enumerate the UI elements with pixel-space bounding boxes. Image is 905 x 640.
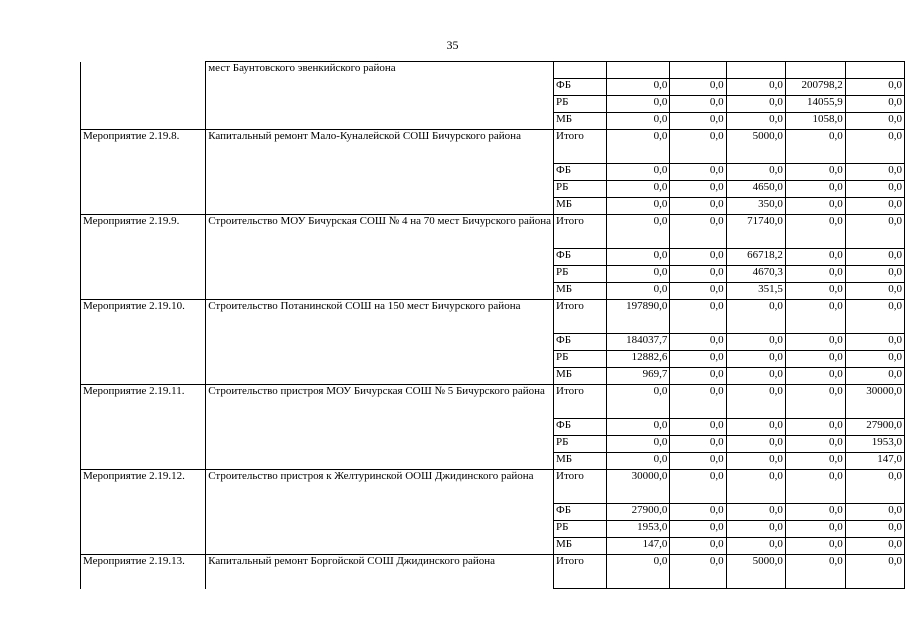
- value-cell: 30000,0: [845, 385, 904, 419]
- value-cell: 0,0: [670, 504, 726, 521]
- measure-description: мест Баунтовского эвенкийского района: [206, 62, 554, 130]
- value-cell: 0,0: [785, 283, 845, 300]
- value-cell: 147,0: [845, 453, 904, 470]
- fund-label: МБ: [554, 538, 607, 555]
- value-cell: [726, 62, 785, 79]
- value-cell: [670, 62, 726, 79]
- fund-label: МБ: [554, 283, 607, 300]
- value-cell: 0,0: [845, 215, 904, 249]
- value-cell: 147,0: [606, 538, 669, 555]
- value-cell: 0,0: [845, 538, 904, 555]
- value-cell: 0,0: [670, 555, 726, 589]
- value-cell: 0,0: [845, 504, 904, 521]
- value-cell: 0,0: [606, 181, 669, 198]
- value-cell: 0,0: [845, 249, 904, 266]
- value-cell: 0,0: [670, 79, 726, 96]
- table-body: [81, 62, 905, 589]
- value-cell: 0,0: [726, 79, 785, 96]
- fund-label: МБ: [554, 368, 607, 385]
- value-cell: 1953,0: [606, 521, 669, 538]
- value-cell: 0,0: [785, 419, 845, 436]
- measure-description: Строительство пристроя МОУ Бичурская СОШ № 5 Бичурского района: [206, 385, 554, 470]
- value-cell: 0,0: [785, 521, 845, 538]
- value-cell: 4650,0: [726, 181, 785, 198]
- value-cell: 12882,6: [606, 351, 669, 368]
- value-cell: 0,0: [845, 79, 904, 96]
- fund-label: РБ: [554, 181, 607, 198]
- value-cell: 0,0: [845, 351, 904, 368]
- value-cell: 0,0: [606, 453, 669, 470]
- fund-label: ФБ: [554, 504, 607, 521]
- value-cell: 0,0: [726, 436, 785, 453]
- value-cell: 0,0: [726, 368, 785, 385]
- value-cell: 0,0: [726, 453, 785, 470]
- value-cell: 0,0: [606, 419, 669, 436]
- value-cell: 0,0: [670, 181, 726, 198]
- value-cell: 0,0: [845, 300, 904, 334]
- value-cell: 0,0: [785, 453, 845, 470]
- value-cell: 71740,0: [726, 215, 785, 249]
- value-cell: 0,0: [606, 96, 669, 113]
- measure-description: Капитальный ремонт Боргойской СОШ Джидинского района: [206, 555, 554, 589]
- fund-label: ФБ: [554, 249, 607, 266]
- value-cell: 0,0: [670, 436, 726, 453]
- value-cell: 0,0: [845, 113, 904, 130]
- value-cell: 350,0: [726, 198, 785, 215]
- table-row: [81, 215, 905, 249]
- value-cell: 0,0: [726, 385, 785, 419]
- value-cell: 0,0: [670, 113, 726, 130]
- value-cell: 0,0: [845, 555, 904, 589]
- measure-description: Строительство МОУ Бичурская СОШ № 4 на 70 мест Бичурского района: [206, 215, 554, 300]
- fund-label: ФБ: [554, 419, 607, 436]
- value-cell: 0,0: [785, 368, 845, 385]
- table-row: [81, 555, 905, 589]
- value-cell: 0,0: [785, 164, 845, 181]
- measure-description: Строительство Потанинской СОШ на 150 мест Бичурского района: [206, 300, 554, 385]
- value-cell: 0,0: [670, 351, 726, 368]
- value-cell: 5000,0: [726, 555, 785, 589]
- table-row: [81, 300, 905, 334]
- value-cell: 0,0: [785, 504, 845, 521]
- measure-code: Мероприятие 2.19.9.: [81, 215, 206, 300]
- measure-code-cell: [81, 62, 206, 130]
- value-cell: 0,0: [726, 538, 785, 555]
- value-cell: [785, 62, 845, 79]
- value-cell: 0,0: [785, 538, 845, 555]
- value-cell: 0,0: [726, 351, 785, 368]
- fund-label: Итого: [554, 130, 607, 164]
- fund-label: МБ: [554, 113, 607, 130]
- value-cell: 5000,0: [726, 130, 785, 164]
- value-cell: 0,0: [606, 436, 669, 453]
- value-cell: 0,0: [670, 283, 726, 300]
- table-row: [81, 385, 905, 419]
- value-cell: 27900,0: [606, 504, 669, 521]
- value-cell: 0,0: [606, 266, 669, 283]
- fund-label: РБ: [554, 96, 607, 113]
- value-cell: 0,0: [785, 130, 845, 164]
- value-cell: 0,0: [726, 504, 785, 521]
- value-cell: 0,0: [670, 266, 726, 283]
- value-cell: 0,0: [726, 96, 785, 113]
- measure-code: Мероприятие 2.19.11.: [81, 385, 206, 470]
- value-cell: 0,0: [670, 368, 726, 385]
- table-row: [81, 62, 905, 79]
- fund-label: ФБ: [554, 79, 607, 96]
- value-cell: 0,0: [606, 385, 669, 419]
- value-cell: 0,0: [670, 419, 726, 436]
- value-cell: 0,0: [845, 164, 904, 181]
- value-cell: 0,0: [606, 215, 669, 249]
- value-cell: 4670,3: [726, 266, 785, 283]
- value-cell: 0,0: [845, 521, 904, 538]
- value-cell: 0,0: [606, 283, 669, 300]
- value-cell: 0,0: [845, 130, 904, 164]
- fund-label: Итого: [554, 385, 607, 419]
- value-cell: 0,0: [606, 198, 669, 215]
- value-cell: 0,0: [670, 130, 726, 164]
- value-cell: 0,0: [845, 334, 904, 351]
- value-cell: 0,0: [845, 96, 904, 113]
- value-cell: 0,0: [785, 385, 845, 419]
- value-cell: 0,0: [785, 266, 845, 283]
- measure-code: Мероприятие 2.19.8.: [81, 130, 206, 215]
- value-cell: 0,0: [606, 113, 669, 130]
- value-cell: 66718,2: [726, 249, 785, 266]
- value-cell: 0,0: [670, 249, 726, 266]
- measure-description: Строительство пристроя к Желтуринской ООШ Джидинского района: [206, 470, 554, 555]
- value-cell: 0,0: [606, 555, 669, 589]
- value-cell: 0,0: [726, 521, 785, 538]
- value-cell: 184037,7: [606, 334, 669, 351]
- value-cell: 0,0: [670, 453, 726, 470]
- fund-label: Итого: [554, 215, 607, 249]
- value-cell: 1058,0: [785, 113, 845, 130]
- value-cell: 1953,0: [845, 436, 904, 453]
- table-row: [81, 130, 905, 164]
- value-cell: 0,0: [845, 266, 904, 283]
- value-cell: 14055,9: [785, 96, 845, 113]
- value-cell: 0,0: [845, 368, 904, 385]
- fund-label: РБ: [554, 351, 607, 368]
- value-cell: 0,0: [845, 283, 904, 300]
- value-cell: 0,0: [785, 198, 845, 215]
- value-cell: 0,0: [845, 470, 904, 504]
- fund-label: МБ: [554, 453, 607, 470]
- budget-table: [80, 61, 905, 589]
- value-cell: 0,0: [785, 215, 845, 249]
- value-cell: 0,0: [606, 79, 669, 96]
- fund-label: РБ: [554, 521, 607, 538]
- value-cell: 30000,0: [606, 470, 669, 504]
- value-cell: 0,0: [606, 130, 669, 164]
- measure-description: Капитальный ремонт Мало-Куналейской СОШ Бичурского района: [206, 130, 554, 215]
- fund-label: Итого: [554, 300, 607, 334]
- value-cell: 0,0: [670, 521, 726, 538]
- fund-label: РБ: [554, 266, 607, 283]
- value-cell: 0,0: [726, 300, 785, 334]
- value-cell: 0,0: [606, 164, 669, 181]
- fund-cell: [554, 62, 607, 79]
- value-cell: 0,0: [726, 164, 785, 181]
- value-cell: 0,0: [785, 181, 845, 198]
- value-cell: 0,0: [845, 181, 904, 198]
- value-cell: 0,0: [845, 198, 904, 215]
- value-cell: 0,0: [726, 470, 785, 504]
- value-cell: 0,0: [785, 249, 845, 266]
- value-cell: 200798,2: [785, 79, 845, 96]
- value-cell: 0,0: [606, 249, 669, 266]
- page-number: 35: [446, 38, 459, 52]
- value-cell: 0,0: [726, 113, 785, 130]
- value-cell: 0,0: [785, 470, 845, 504]
- value-cell: 0,0: [785, 555, 845, 589]
- value-cell: 0,0: [670, 538, 726, 555]
- fund-label: МБ: [554, 198, 607, 215]
- value-cell: 0,0: [670, 96, 726, 113]
- value-cell: 0,0: [785, 436, 845, 453]
- value-cell: 351,5: [726, 283, 785, 300]
- measure-code: Мероприятие 2.19.10.: [81, 300, 206, 385]
- value-cell: 0,0: [785, 351, 845, 368]
- value-cell: 197890,0: [606, 300, 669, 334]
- value-cell: [606, 62, 669, 79]
- value-cell: 0,0: [670, 385, 726, 419]
- value-cell: 0,0: [670, 215, 726, 249]
- value-cell: 0,0: [785, 334, 845, 351]
- value-cell: 0,0: [726, 334, 785, 351]
- fund-label: Итого: [554, 470, 607, 504]
- fund-label: ФБ: [554, 164, 607, 181]
- measure-code: Мероприятие 2.19.12.: [81, 470, 206, 555]
- measure-code: Мероприятие 2.19.13.: [81, 555, 206, 589]
- value-cell: 27900,0: [845, 419, 904, 436]
- value-cell: 0,0: [785, 300, 845, 334]
- table-row: [81, 470, 905, 504]
- fund-label: ФБ: [554, 334, 607, 351]
- value-cell: 0,0: [670, 198, 726, 215]
- value-cell: 0,0: [670, 334, 726, 351]
- value-cell: 0,0: [670, 164, 726, 181]
- value-cell: [845, 62, 904, 79]
- value-cell: 0,0: [670, 470, 726, 504]
- value-cell: 969,7: [606, 368, 669, 385]
- value-cell: 0,0: [726, 419, 785, 436]
- fund-label: РБ: [554, 436, 607, 453]
- value-cell: 0,0: [670, 300, 726, 334]
- fund-label: Итого: [554, 555, 607, 589]
